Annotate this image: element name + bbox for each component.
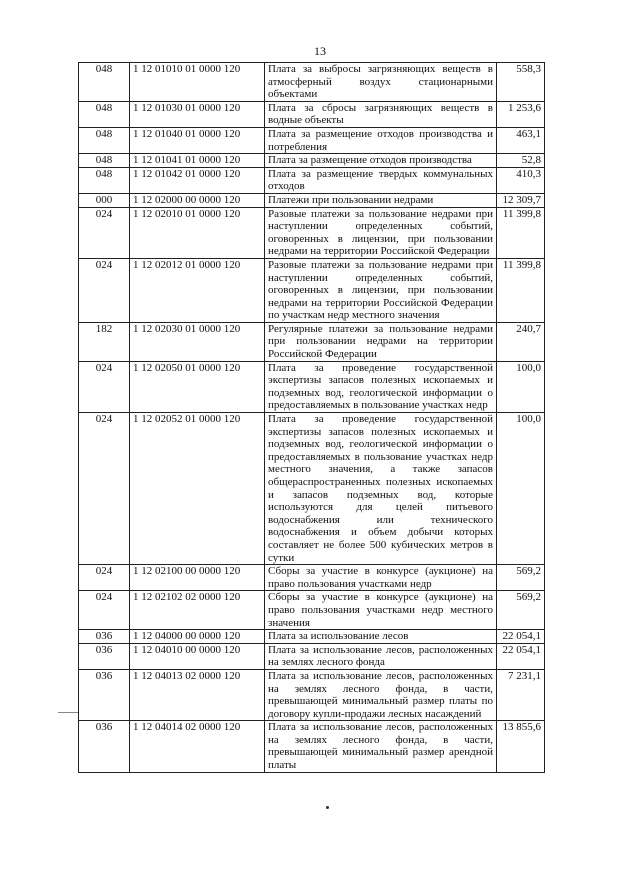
admin-code-cell: 182 xyxy=(79,322,130,361)
amount-cell: 569,2 xyxy=(497,591,545,630)
amount-cell: 558,3 xyxy=(497,63,545,102)
admin-code-cell: 036 xyxy=(79,643,130,669)
revenue-name-cell: Плата за размещение твердых коммунальных отходов xyxy=(265,167,497,193)
amount-cell: 569,2 xyxy=(497,565,545,591)
revenue-name-cell: Плата за проведение государственной экспертизы запасов полезных ископаемых и подземных вод, геологической информации о предоставляемых в пользование участках недр xyxy=(265,361,497,412)
page-dot xyxy=(326,806,329,809)
admin-code-cell: 024 xyxy=(79,591,130,630)
budget-code-cell: 1 12 04014 02 0000 120 xyxy=(130,721,265,772)
budget-code-cell: 1 12 01042 01 0000 120 xyxy=(130,167,265,193)
amount-cell: 52,8 xyxy=(497,154,545,168)
revenue-name-cell: Плата за размещение отходов производства и потребления xyxy=(265,127,497,153)
admin-code-cell: 024 xyxy=(79,207,130,258)
budget-code-cell: 1 12 02010 01 0000 120 xyxy=(130,207,265,258)
budget-code-cell: 1 12 01041 01 0000 120 xyxy=(130,154,265,168)
table-row xyxy=(79,258,545,322)
table-row xyxy=(79,154,545,168)
budget-code-cell: 1 12 01010 01 0000 120 xyxy=(130,63,265,102)
budget-revenue-table xyxy=(78,62,545,773)
admin-code-cell: 024 xyxy=(79,361,130,412)
admin-code-cell: 000 xyxy=(79,193,130,207)
amount-cell: 12 309,7 xyxy=(497,193,545,207)
admin-code-cell: 048 xyxy=(79,167,130,193)
admin-code-cell: 048 xyxy=(79,101,130,127)
admin-code-cell: 024 xyxy=(79,565,130,591)
table-row xyxy=(79,167,545,193)
amount-cell: 11 399,8 xyxy=(497,258,545,322)
amount-cell: 1 253,6 xyxy=(497,101,545,127)
table-row xyxy=(79,669,545,720)
admin-code-cell: 048 xyxy=(79,127,130,153)
revenue-name-cell: Сборы за участие в конкурсе (аукционе) на право пользования участками недр xyxy=(265,565,497,591)
table-row xyxy=(79,630,545,644)
table-row xyxy=(79,413,545,565)
table-body xyxy=(79,63,545,773)
admin-code-cell: 048 xyxy=(79,154,130,168)
amount-cell: 410,3 xyxy=(497,167,545,193)
amount-cell: 11 399,8 xyxy=(497,207,545,258)
table-row xyxy=(79,643,545,669)
revenue-name-cell: Сборы за участие в конкурсе (аукционе) на право пользования участками недр местного значения xyxy=(265,591,497,630)
revenue-name-cell: Платежи при пользовании недрами xyxy=(265,193,497,207)
revenue-name-cell: Регулярные платежи за пользование недрами при пользовании недрами на территории Российской Федерации xyxy=(265,322,497,361)
admin-code-cell: 024 xyxy=(79,413,130,565)
budget-code-cell: 1 12 02052 01 0000 120 xyxy=(130,413,265,565)
amount-cell: 13 855,6 xyxy=(497,721,545,772)
budget-code-cell: 1 12 02100 00 0000 120 xyxy=(130,565,265,591)
table-row xyxy=(79,322,545,361)
revenue-name-cell: Плата за использование лесов, расположенных на землях лесного фонда, в части, превышающей минимальный размер платы по договору купли-продажи лесных насаждений xyxy=(265,669,497,720)
page-number: 13 xyxy=(314,44,326,58)
revenue-name-cell: Плата за использование лесов, расположенных на землях лесного фонда xyxy=(265,643,497,669)
table-row xyxy=(79,101,545,127)
revenue-name-cell: Плата за использование лесов, расположенных на землях лесного фонда, в части, превышающей минимальный размер арендной платы xyxy=(265,721,497,772)
budget-code-cell: 1 12 02030 01 0000 120 xyxy=(130,322,265,361)
budget-code-cell: 1 12 02102 02 0000 120 xyxy=(130,591,265,630)
revenue-name-cell: Плата за сбросы загрязняющих веществ в водные объекты xyxy=(265,101,497,127)
amount-cell: 240,7 xyxy=(497,322,545,361)
amount-cell: 463,1 xyxy=(497,127,545,153)
margin-mark xyxy=(58,712,78,713)
budget-code-cell: 1 12 01040 01 0000 120 xyxy=(130,127,265,153)
amount-cell: 100,0 xyxy=(497,361,545,412)
budget-code-cell: 1 12 04013 02 0000 120 xyxy=(130,669,265,720)
table-row xyxy=(79,721,545,772)
admin-code-cell: 024 xyxy=(79,258,130,322)
budget-code-cell: 1 12 04000 00 0000 120 xyxy=(130,630,265,644)
amount-cell: 22 054,1 xyxy=(497,643,545,669)
budget-code-cell: 1 12 02050 01 0000 120 xyxy=(130,361,265,412)
revenue-name-cell: Плата за выбросы загрязняющих веществ в атмосферный воздух стационарными объектами xyxy=(265,63,497,102)
revenue-name-cell: Разовые платежи за пользование недрами при наступлении определенных событий, оговоренных в лицензии, при пользовании недрами на территории Российской Федерации xyxy=(265,207,497,258)
revenue-name-cell: Плата за размещение отходов производства xyxy=(265,154,497,168)
budget-code-cell: 1 12 02012 01 0000 120 xyxy=(130,258,265,322)
budget-code-cell: 1 12 04010 00 0000 120 xyxy=(130,643,265,669)
table-row xyxy=(79,127,545,153)
table-row xyxy=(79,361,545,412)
revenue-name-cell: Разовые платежи за пользование недрами при наступлении определенных событий, оговоренных в лицензии, при пользовании недрами на территории Российской Федерации по участкам недр местного значения xyxy=(265,258,497,322)
table-row xyxy=(79,565,545,591)
table-row xyxy=(79,193,545,207)
admin-code-cell: 036 xyxy=(79,630,130,644)
table-row xyxy=(79,207,545,258)
amount-cell: 22 054,1 xyxy=(497,630,545,644)
budget-code-cell: 1 12 02000 00 0000 120 xyxy=(130,193,265,207)
table-row xyxy=(79,591,545,630)
amount-cell: 100,0 xyxy=(497,413,545,565)
amount-cell: 7 231,1 xyxy=(497,669,545,720)
admin-code-cell: 036 xyxy=(79,669,130,720)
revenue-name-cell: Плата за проведение государственной экспертизы запасов полезных ископаемых и подземных вод, геологической информации о предоставляемых в пользование участках недр местного значения, а также запасов общераспространенных полезных ископаемых и запасов подземных вод, которые используются для целей питьевого водоснабжения или технического водоснабжения и объем добычи которых составляет не более 500 кубических метров в сутки xyxy=(265,413,497,565)
revenue-name-cell: Плата за использование лесов xyxy=(265,630,497,644)
admin-code-cell: 036 xyxy=(79,721,130,772)
budget-code-cell: 1 12 01030 01 0000 120 xyxy=(130,101,265,127)
table-row xyxy=(79,63,545,102)
admin-code-cell: 048 xyxy=(79,63,130,102)
